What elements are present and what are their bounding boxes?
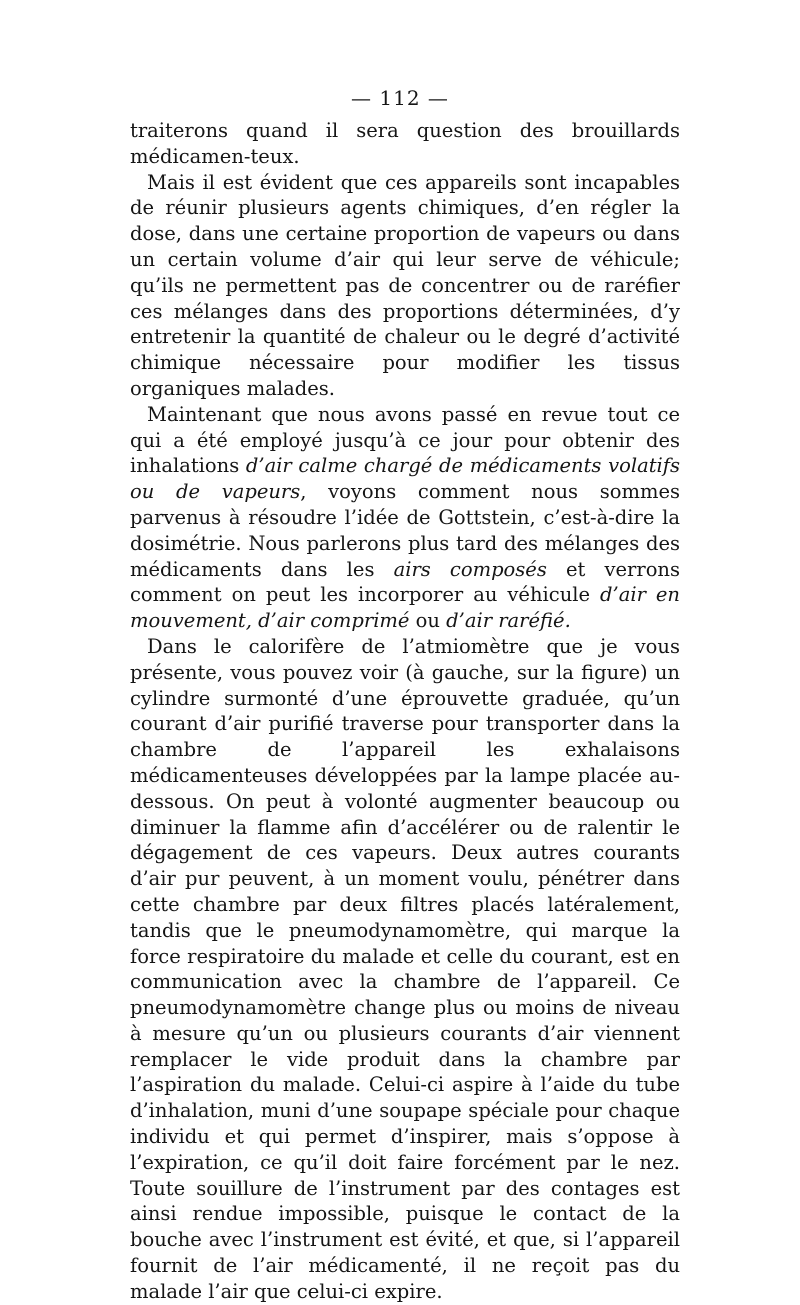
page-number: — 112 — — [351, 86, 449, 110]
paragraph-3 — [130, 402, 680, 634]
italic-run: d’air calme chargé de médicaments volatifs ou de vapeurs — [130, 454, 680, 504]
text-run: Dans le calorifère de l’atmiomètre que je vous présente, vous pouvez voir (à gauche, sur la figure) un cylindre surmonté d’une éprouvette graduée, qu’un courant d’air purifié traverse pour transporter dans la chambre de l’appareil les exhalaisons médicamenteuses développées par la lampe placée au-dessous. On peut à volonté augmenter beaucoup ou diminuer la flamme afin d’accélérer ou de ralentir le dégagement de ces vapeurs. Deux autres courants d’air pur peuvent, à un moment voulu, pénétrer dans cette chambre par deux filtres placés latéralement, tandis que le pneumodynamomètre, qui marque la force respiratoire du malade et celle du courant, est en communication avec la chambre de l’appareil. Ce pneumodynamomètre change plus ou moins de niveau à mesure qu’un ou plusieurs courants d’air viennent remplacer le vide produit dans la chambre par l’aspiration du malade. Celui-ci aspire à l’aide du tube d’inhalation, muni d’une soupape spéciale pour chaque individu et qui permet d’inspirer, mais s’oppose à l’expiration, ce qu’il doit faire forcément par le nez. Toute souillure de l’instrument par des contages est ainsi rendue impossible, puisque le contact de la bouche avec l’instrument est évité, et que, si l’appareil fournit de l’air médicamenté, il ne reçoit pas du malade l’air que celui-ci expire. — [130, 634, 680, 1303]
text-run: Maintenant que nous avons passé en revue tout ce qui a été employé jusqu’à ce jour pour obtenir des inhalations — [130, 402, 680, 478]
body-text — [130, 118, 680, 1305]
paragraph-4 — [130, 634, 680, 1305]
text-run: Mais il est évident que ces appareils sont incapables de réunir plusieurs agents chimiques, d’en régler la dose, dans une certaine proportion de vapeurs ou dans un certain volume d’air qui leur serve de véhicule; qu’ils ne permettent pas de concentrer ou de raréfier ces mélanges dans des proportions déterminées, d’y entretenir la quantité de chaleur ou le degré d’activité chimique nécessaire pour modifier les tissus organiques malades. — [130, 170, 680, 400]
text-run: , voyons comment nous sommes parvenus à résoudre l’idée de Gottstein, c’est-à-dire la dosimétrie. Nous parlerons plus tard des mélanges des médicaments dans les — [130, 480, 680, 581]
italic-run: d’air raréfié. — [446, 609, 571, 633]
paragraph-1 — [130, 118, 680, 170]
text-run: traiterons quand il sera question des brouillards médicamen-teux. — [130, 119, 680, 168]
text-run: et verrons comment on peut les incorporer au véhicule — [130, 557, 681, 607]
text-run: ou — [409, 609, 447, 633]
italic-run: airs composés — [393, 557, 547, 581]
paragraph-2 — [130, 170, 680, 402]
italic-run: d’air en mouvement, d’air comprimé — [130, 583, 680, 633]
